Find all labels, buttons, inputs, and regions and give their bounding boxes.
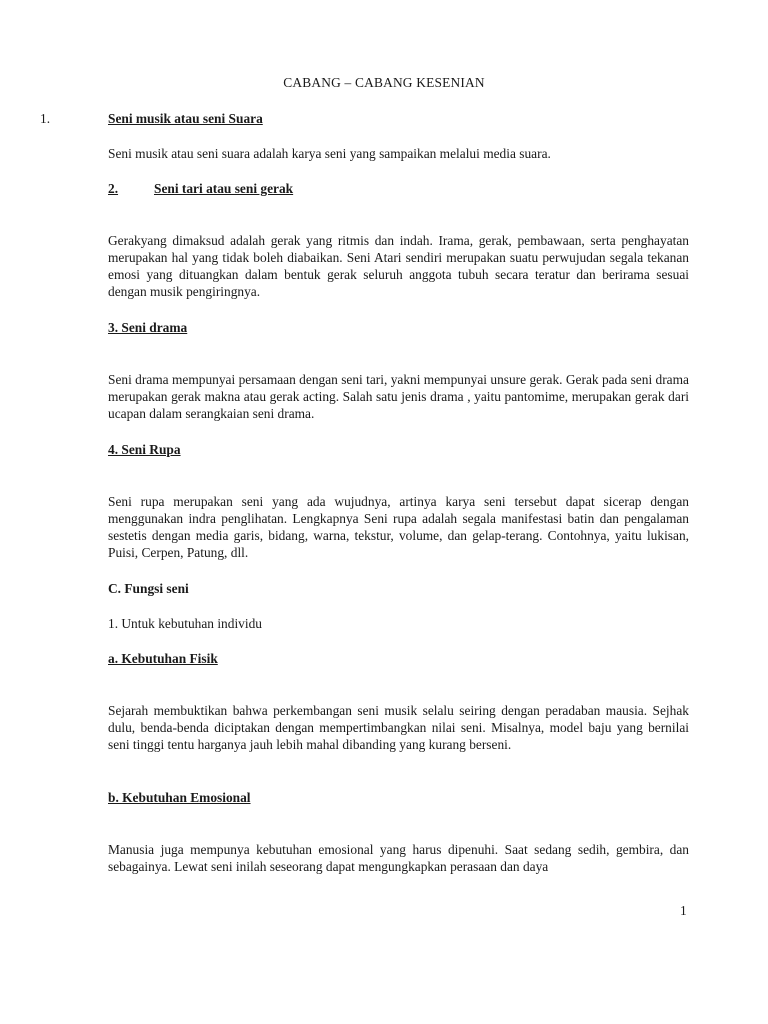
section-1-marker: 1. [40, 111, 51, 126]
section-2-number: 2. [108, 181, 119, 196]
kebutuhan-fisik-heading: a. Kebutuhan Fisik [108, 651, 218, 666]
fungsi-subitem: 1. Untuk kebutuhan individu [108, 616, 262, 631]
section-1-text: Seni musik atau seni suara adalah karya seni yang sampaikan melalui media suara. [108, 146, 551, 161]
page-number: 1 [680, 903, 687, 918]
section-1-heading: Seni musik atau seni Suara [108, 111, 263, 126]
section-2-heading: Seni tari atau seni gerak [154, 181, 294, 196]
section-3-text: Seni drama mempunyai persamaan dengan seni tari, yakni mempunyai unsure gerak. Gerak pada seni drama merupakan gerak makna atau gerak acting. Salah satu jenis drama , yaitu pantomime, merupakan gerak dari ucapan dalam serangkaian seni drama. [108, 372, 689, 421]
section-4-text: Seni rupa merupakan seni yang ada wujudnya, artinya karya seni tersebut dapat sicerap dengan menggunakan indra penglihatan. Lengkapnya Seni rupa adalah segala manifestasi batin dan pengalaman sestetis dengan media garis, bidang, warna, tekstur, volume, dan gelap-terang. Contohnya, yaitu lukisan, Puisi, Cerpen, Patung, dll. [108, 494, 689, 560]
document-title: CABANG – CABANG KESENIAN [283, 75, 485, 90]
section-2-heading-row [108, 180, 293, 197]
kebutuhan-emosional-heading: b. Kebutuhan Emosional [108, 790, 251, 805]
section-4-heading: 4. Seni Rupa [108, 442, 181, 457]
kebutuhan-emosional-text: Manusia juga mempunya kebutuhan emosional yang harus dipenuhi. Saat sedang sedih, gembira, dan sebagainya. Lewat seni inilah seseorang dapat mengungkapkan perasaan dan daya [108, 842, 689, 874]
section-2-text: Gerakyang dimaksud adalah gerak yang ritmis dan indah. Irama, gerak, pembawaan, serta penghayatan merupakan hal yang tidak boleh diabaikan. Seni Atari sendiri merupakan suatu perwujudan segala tekanan emosi yang dituangkan dalam bentuk gerak seluruh anggota tubuh secara teratur dan berirama sesuai dengan musik pengiringnya. [108, 233, 689, 299]
kebutuhan-fisik-text: Sejarah membuktikan bahwa perkembangan seni musik selalu seiring dengan peradaban mausia. Sejhak dulu, benda-benda diciptakan dengan mempertimbangkan nilai seni. Misalnya, model baju yang bernilai seni tinggi tentu harganya jauh lebih mahal dibanding yang kurang berseni. [108, 703, 689, 752]
fungsi-heading: C. Fungsi seni [108, 581, 189, 596]
section-3-heading: 3. Seni drama [108, 320, 188, 335]
